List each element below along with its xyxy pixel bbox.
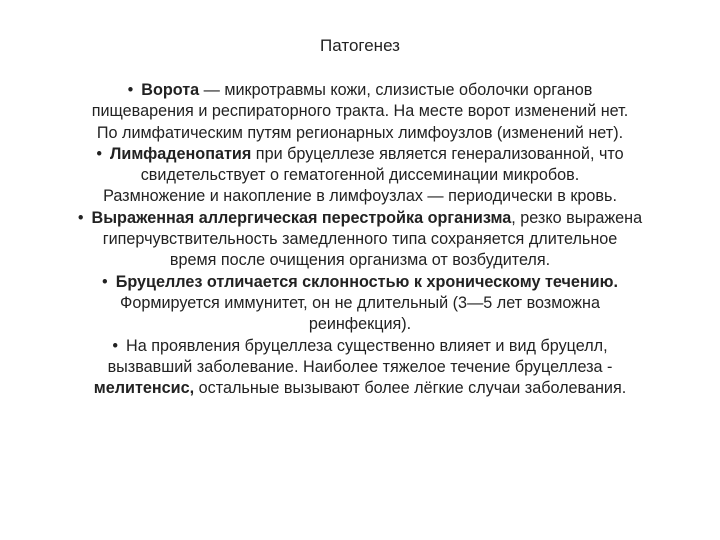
paragraph-text: реинфекция).	[308, 315, 412, 334]
paragraph-text: пищеварения и респираторного тракта. На месте ворот изменений нет.	[91, 102, 629, 121]
paragraph-text: На проявления бруцеллеза существенно влияет и вид бруцелл,	[126, 336, 608, 355]
paragraph-text: , резко выражена	[511, 208, 643, 227]
paragraph-text: Формируется иммунитет, он не длительный (3—5 лет возможна	[120, 293, 600, 312]
paragraph-chronic	[40, 272, 680, 336]
slide-title: Патогенез	[320, 36, 400, 55]
paragraph-bold-term: Ворота	[141, 81, 200, 99]
bullet-icon: •	[77, 208, 84, 227]
paragraph-text: — микротравмы кожи, слизистые оболочки органов	[199, 81, 593, 99]
paragraph-text: По лимфатическим путям регионарных лимфоузлов (изменений нет).	[96, 123, 624, 142]
paragraph-bold-term: мелитенсис,	[93, 379, 195, 398]
paragraph-text: Размножение и накопление в лимфоузлах — периодически в кровь.	[103, 187, 617, 206]
bullet-icon: •	[102, 272, 108, 291]
paragraph-text: вызвавший заболевание. Наиболее тяжелое течение бруцеллеза -	[107, 357, 613, 376]
paragraph-limfadenopatiya	[40, 144, 680, 208]
paragraph-text: гиперчувствительность замедленного типа сохраняется длительное	[102, 230, 618, 249]
paragraph-vorota	[40, 80, 680, 144]
bullet-icon: •	[127, 81, 134, 99]
paragraph-bold-term: Бруцеллез отличается склонностью к хроническому течению.	[115, 272, 618, 291]
paragraph-text: при бруцеллезе является генерализованной, что	[251, 144, 624, 163]
slide-content	[40, 80, 680, 399]
bullet-icon: •	[96, 144, 103, 163]
paragraph-text: время после очищения организма от возбудителя.	[169, 251, 551, 270]
paragraph-species	[40, 336, 680, 400]
paragraph-allergy	[40, 208, 680, 272]
paragraph-bold-term: Лимфаденопатия	[110, 144, 252, 163]
paragraph-text: остальные вызывают более лёгкие случаи заболевания.	[194, 379, 627, 398]
paragraph-bold-term: Выраженная аллергическая перестройка организма	[91, 208, 512, 227]
paragraph-text: свидетельствует о гематогенной диссеминации микробов.	[140, 166, 580, 185]
bullet-icon: •	[112, 336, 119, 355]
